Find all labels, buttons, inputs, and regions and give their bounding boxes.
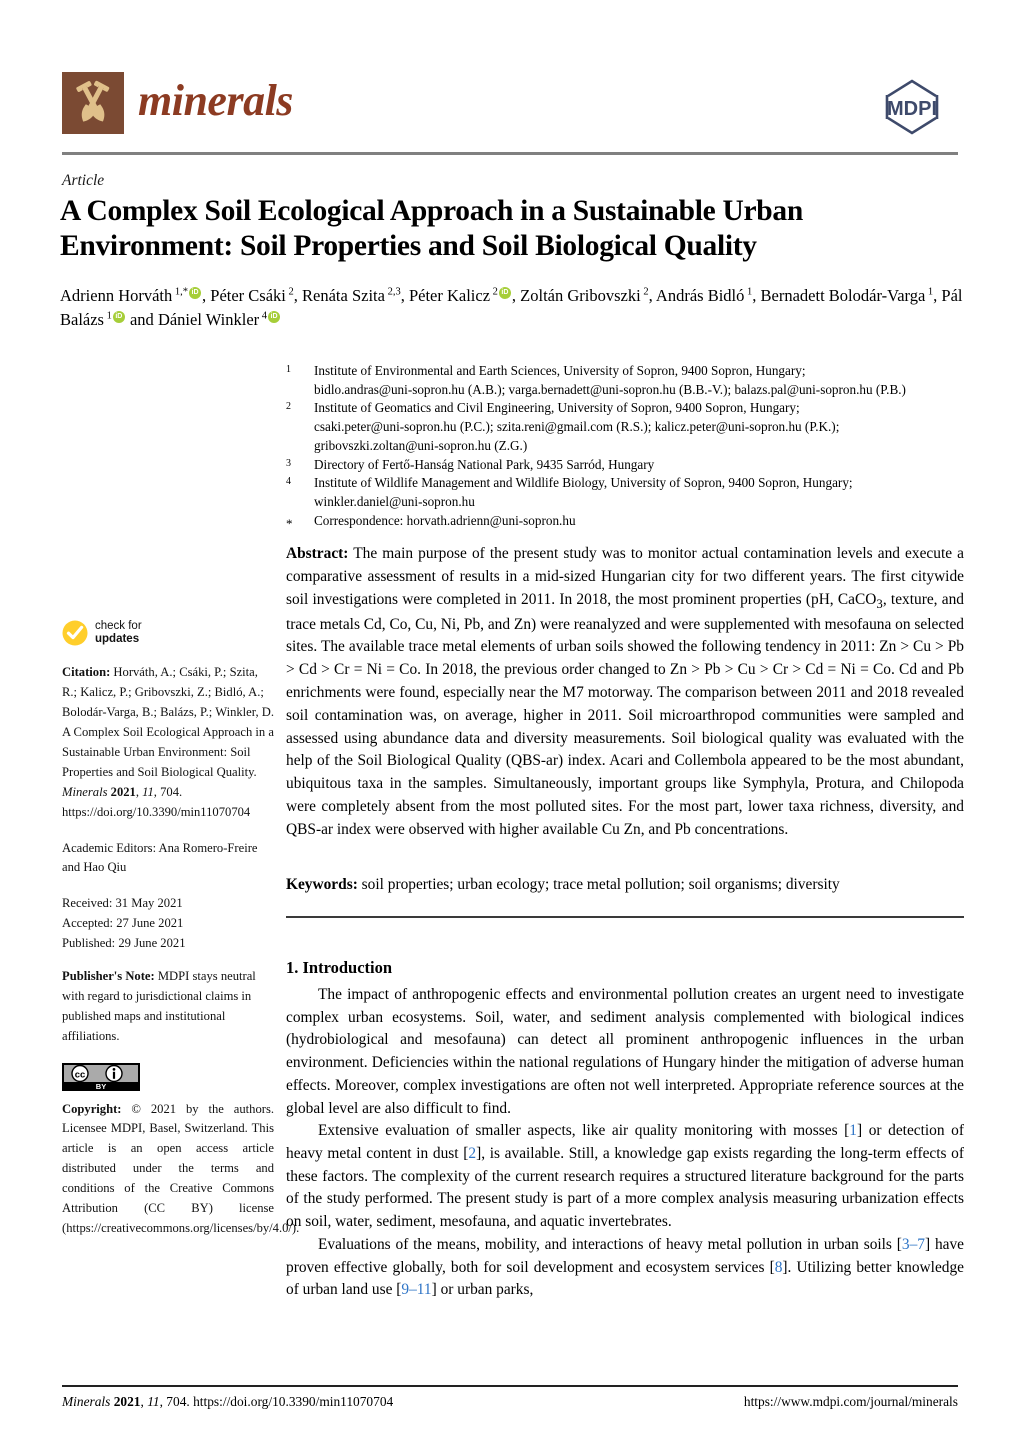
affiliation-item — [286, 399, 964, 455]
footer-citation: Minerals 2021, 11, 704. https://doi.org/10.3390/min11070704 — [62, 1394, 394, 1409]
creative-commons-icon[interactable] — [62, 1063, 140, 1091]
footer-volume: 11 — [147, 1394, 160, 1409]
author-name: Pál Balázs — [60, 286, 963, 329]
orcid-icon[interactable] — [189, 287, 201, 299]
checkmark-icon — [62, 620, 88, 646]
keywords-text: soil properties; urban ecology; trace metal pollution; soil organisms; diversity — [357, 876, 840, 893]
footer-year: 2021 — [113, 1394, 141, 1409]
author-affiliation-marker: 4 — [259, 310, 268, 322]
svg-text:BY: BY — [95, 1081, 107, 1091]
affiliation-item — [286, 456, 964, 475]
author-name: Adrienn Horváth — [60, 286, 173, 305]
paragraph-text: ] or urban parks, — [431, 1281, 534, 1299]
affiliation-line: winkler.daniel@uni-sopron.hu — [314, 494, 475, 510]
publishers-note-label: Publisher's Note: — [62, 969, 155, 984]
affiliation-marker: 1 — [286, 364, 291, 375]
affiliation-line: csaki.peter@uni-sopron.hu (P.C.); szita.reni@gmail.com (R.S.); kalicz.peter@uni-sopron.hu (P.K.); — [314, 419, 840, 435]
paragraph-text: ]. Utilizing better knowledge of urban land use [ — [286, 1258, 965, 1299]
affiliation-text — [314, 474, 964, 511]
paragraph-text: Extensive evaluation of smaller aspects, like air quality monitoring with mosses [ — [318, 1122, 850, 1140]
academic-editors: Academic Editors: Ana Romero-Freire and Hao Qiu — [62, 840, 258, 875]
affiliation-text — [314, 399, 964, 455]
footer-journal-url[interactable]: https://www.mdpi.com/journal/minerals — [743, 1394, 958, 1409]
svg-text:cc: cc — [74, 1069, 86, 1081]
affiliation-line: Directory of Fertő-Hanság National Park, 9435 Sarród, Hungary — [314, 456, 655, 472]
date-received: Received: 31 May 2021 — [62, 896, 183, 911]
author-name: Péter Kalicz — [408, 286, 491, 305]
author-affiliation-marker: 1,* — [172, 286, 189, 298]
date-published: Published: 29 June 2021 — [62, 936, 186, 951]
citation-link[interactable]: 9–11 — [401, 1281, 432, 1299]
article-type-label: Article — [62, 172, 105, 189]
paragraph-text: The impact of anthropogenic effects and environmental pollution creates an urgent need to investigate complex urban ecosystems. Soil, water, and sediment analysis complemented with biological indices (hydrobiological and mesofauna) can detect all prominent anthropogenic influences in the urban environment. Deficiencies within the national regulations of Hungary hinder the mitigation of adverse human effects. Moreover, complex investigations are often not well interpreted. Appropriate reference sources at the global level are also difficult to find. — [286, 986, 964, 1117]
author-name: Péter Csáki — [210, 286, 286, 305]
citation-link[interactable]: 2 — [468, 1145, 477, 1163]
keywords-section — [286, 874, 964, 896]
page-footer — [62, 1394, 958, 1410]
orcid-icon[interactable] — [499, 287, 511, 299]
journal-name: minerals — [138, 75, 293, 125]
citation-link[interactable]: 3–7 — [901, 1235, 925, 1253]
publishers-note — [62, 967, 274, 1047]
header-divider — [62, 152, 958, 155]
citation-text: Horváth, A.; Csáki, P.; Szita, R.; Kalicz, P.; Gribovszki, Z.; Bidló, A.; Bolodár-Varga, B.; Balázs, P.; Winkler, D. A Complex Soil Ecological Approach in a Sustainable Urban Environment: Soil Properties and Soil Biological Quality. — [62, 665, 274, 779]
keywords-divider — [286, 916, 964, 918]
page-title: A Complex Soil Ecological Approach in a Sustainable Urban Environment: Soil Properties and Soil Biological Quality — [60, 195, 803, 262]
citation-link[interactable]: 8 — [774, 1258, 783, 1276]
orcid-icon[interactable] — [113, 311, 125, 323]
affiliation-list — [286, 362, 964, 533]
affiliation-item-correspondence — [286, 512, 964, 533]
author-affiliation-marker: 2,3 — [384, 286, 401, 298]
affiliation-line: Institute of Wildlife Management and Wildlife Biology, University of Sopron, 9400 Sopron, Hungary; — [314, 475, 853, 491]
check-for-updates-label — [95, 620, 142, 646]
copyright-text: © 2021 by the authors. Licensee MDPI, Basel, Switzerland. This article is an open access article distributed under the terms and conditions of the Creative Commons Attribution (CC BY) license (https://creativecommons.org/licenses/by/4.0/). — [62, 1101, 300, 1235]
cfu-line2: updates — [95, 633, 140, 646]
abstract-text-part2: , texture, and trace metals Cd, Co, Cu, Ni, Pb, and Zn) were reanalyzed and were supplemented with mesofauna on selected sites. The available trace metal elements of urban soils showed the following tendency in 2011: Zn > Cu > Pb > Cd > Cr = Ni = Co. In 2018, the previous order changed to Zn > Pb > Cu > Cr > Cd = Ni = Co. Cd and Pb enrichments were found, especially near the M7 motorway. The comparison between 2011 and 2018 revealed soil contamination was, on average, higher in 2011. Soil microarthropod communities were sampled and assessed using abundance data and diversity measurements. Soil biological quality was evaluated with the help of the Soil Biological Quality (QBS-ar) index. Acari and Collembola appeared to be the most abundant, ubiquitous taxa in the samples. Simultaneously, important groups like Symphyla, Protura, and Chilopoda were completely absent from the most polluted sites. For the most part, lower taxa richness, diversity, and QBS-ar index were observed with higher available Cu Zn, and Pb concentrations. — [286, 590, 964, 838]
author-affiliation-marker: 2 — [490, 286, 498, 298]
affiliation-marker: 2 — [286, 401, 291, 413]
date-accepted: Accepted: 27 June 2021 — [62, 916, 184, 931]
footer-rest: , 704. https://doi.org/10.3390/min11070704 — [159, 1394, 394, 1409]
citation-journal: Minerals — [62, 784, 108, 799]
paragraph — [286, 984, 964, 1120]
check-for-updates-badge[interactable] — [62, 620, 274, 646]
author-name: Zoltán Gribovszki — [520, 286, 641, 305]
publication-dates — [62, 894, 274, 954]
affiliation-marker: 3 — [286, 457, 291, 469]
introduction-body — [286, 984, 964, 1302]
affiliation-marker: 4 — [286, 476, 291, 488]
author-name: András Bidló — [655, 286, 745, 305]
citation-pages: , 704. https://doi.org/10.3390/min11070704 — [62, 784, 251, 819]
affiliation-item — [286, 474, 964, 511]
minerals-logo-icon — [62, 72, 124, 134]
affiliation-text — [314, 456, 964, 475]
orcid-icon[interactable] — [268, 311, 280, 323]
citation-label: Citation: — [62, 665, 111, 680]
author-affiliation-marker: 2 — [285, 286, 294, 298]
author-affiliation-marker: 2 — [640, 286, 649, 298]
affiliation-line: Institute of Environmental and Earth Sciences, University of Sopron, 9400 Sopron, Hungary; — [314, 363, 806, 378]
affiliation-text — [314, 362, 964, 399]
paragraph — [286, 1120, 964, 1234]
abstract-subscript: 3 — [876, 596, 883, 611]
footer-divider — [62, 1385, 958, 1387]
affiliation-line: gribovszki.zoltan@uni-sopron.hu (Z.G.) — [314, 437, 528, 453]
abstract-section — [286, 543, 964, 842]
citation-volume: 11 — [142, 784, 154, 799]
abstract-text-part1: The main purpose of the present study was to monitor actual contamination levels and execute a comparative assessment of results in a mid-sized Hungarian city for two different years. The first citywide soil investigations were completed in 2011. In 2018, the most prominent properties (pH, CaCO — [286, 545, 964, 608]
paragraph-text: ], is available. Still, a knowledge gap exists regarding the long-term effects of these factors. The complexity of the current research requires a structured literature background for the parts of the study performed. The present study is part of a more complex analysis measuring urbanization effects on soil, water, sediment, mesofauna, and aquatic invertebrates. — [286, 1145, 964, 1231]
publishers-note-text: MDPI stays neutral with regard to jurisdictional claims in published maps and institutional affiliations. — [62, 969, 256, 1043]
svg-text:MDPI: MDPI — [887, 98, 937, 120]
affiliation-line: Institute of Geomatics and Civil Engineering, University of Sopron, 9400 Sopron, Hungary; — [314, 400, 800, 416]
affiliation-marker: * — [286, 515, 293, 531]
paragraph-text: ] or detection of heavy metal content in dust [ — [286, 1122, 964, 1163]
copyright-label: Copyright: — [62, 1101, 122, 1116]
affiliation-item — [286, 362, 964, 399]
journal-brand — [62, 72, 293, 134]
paragraph-text: Evaluations of the means, mobility, and interactions of heavy metal pollution in urban soils [ — [318, 1235, 902, 1253]
keywords-label: Keywords: — [286, 876, 358, 893]
affiliation-line: Correspondence: horvath.adrienn@uni-sopron.hu — [314, 512, 576, 528]
author-affiliation-marker: 1 — [744, 286, 753, 298]
author-affiliation-marker: 1 — [103, 310, 112, 322]
section-heading: 1. Introduction — [286, 958, 393, 977]
paragraph — [286, 1234, 964, 1302]
sidebar — [62, 620, 300, 1255]
citation-block: Citation: Horváth, A.; Csáki, P.; Szita, R.; Kalicz, P.; Gribovszki, Z.; Bidló, A.; Bolodár-Varga, B.; Balázs, P.; Winkler, D. A Complex Soil Ecological Approach in a Sustainable Urban Environment: Soil Properties and Soil Biological Quality. Minerals 2021, 11, 704. https://doi.org/10.3390/min11070704 — [62, 665, 274, 819]
abstract-label: Abstract: — [286, 545, 349, 562]
author-name: Dániel Winkler — [157, 309, 260, 329]
author-name: Bernadett Bolodár-Varga — [760, 286, 926, 305]
author-name: Renáta Szita — [302, 286, 385, 305]
mdpi-logo-icon — [866, 76, 958, 138]
footer-journal: Minerals — [62, 1394, 111, 1409]
citation-year: 2021 — [110, 784, 136, 799]
affiliation-line: bidlo.andras@uni-sopron.hu (A.B.); varga.bernadett@uni-sopron.hu (B.B.-V.); balazs.pal@uni-sopron.hu (P.B.) — [314, 381, 906, 397]
page-header — [62, 72, 958, 146]
citation-link[interactable]: 1 — [849, 1122, 857, 1140]
author-list: Adrienn Horváth $^{1,*}$ iD , Péter Csáki $^2$, Renáta Szita $^{2,3}$, Péter Kalicz $^2$ iD , Zoltán Gribovszki $^2$, András Bidló $^1$, Bernadett Bolodár-Varga $^1$, Pál Balázs $^1$iD and Dániel Winkler $^4$iD — [60, 284, 965, 332]
correspondence-text — [314, 512, 964, 533]
paragraph-text: ] have proven effective globally, both for soil development and ecosystem services [ — [286, 1235, 964, 1276]
copyright-block — [62, 1100, 300, 1239]
cfu-line1: check for — [95, 620, 142, 632]
author-affiliation-marker: 1 — [925, 286, 934, 298]
